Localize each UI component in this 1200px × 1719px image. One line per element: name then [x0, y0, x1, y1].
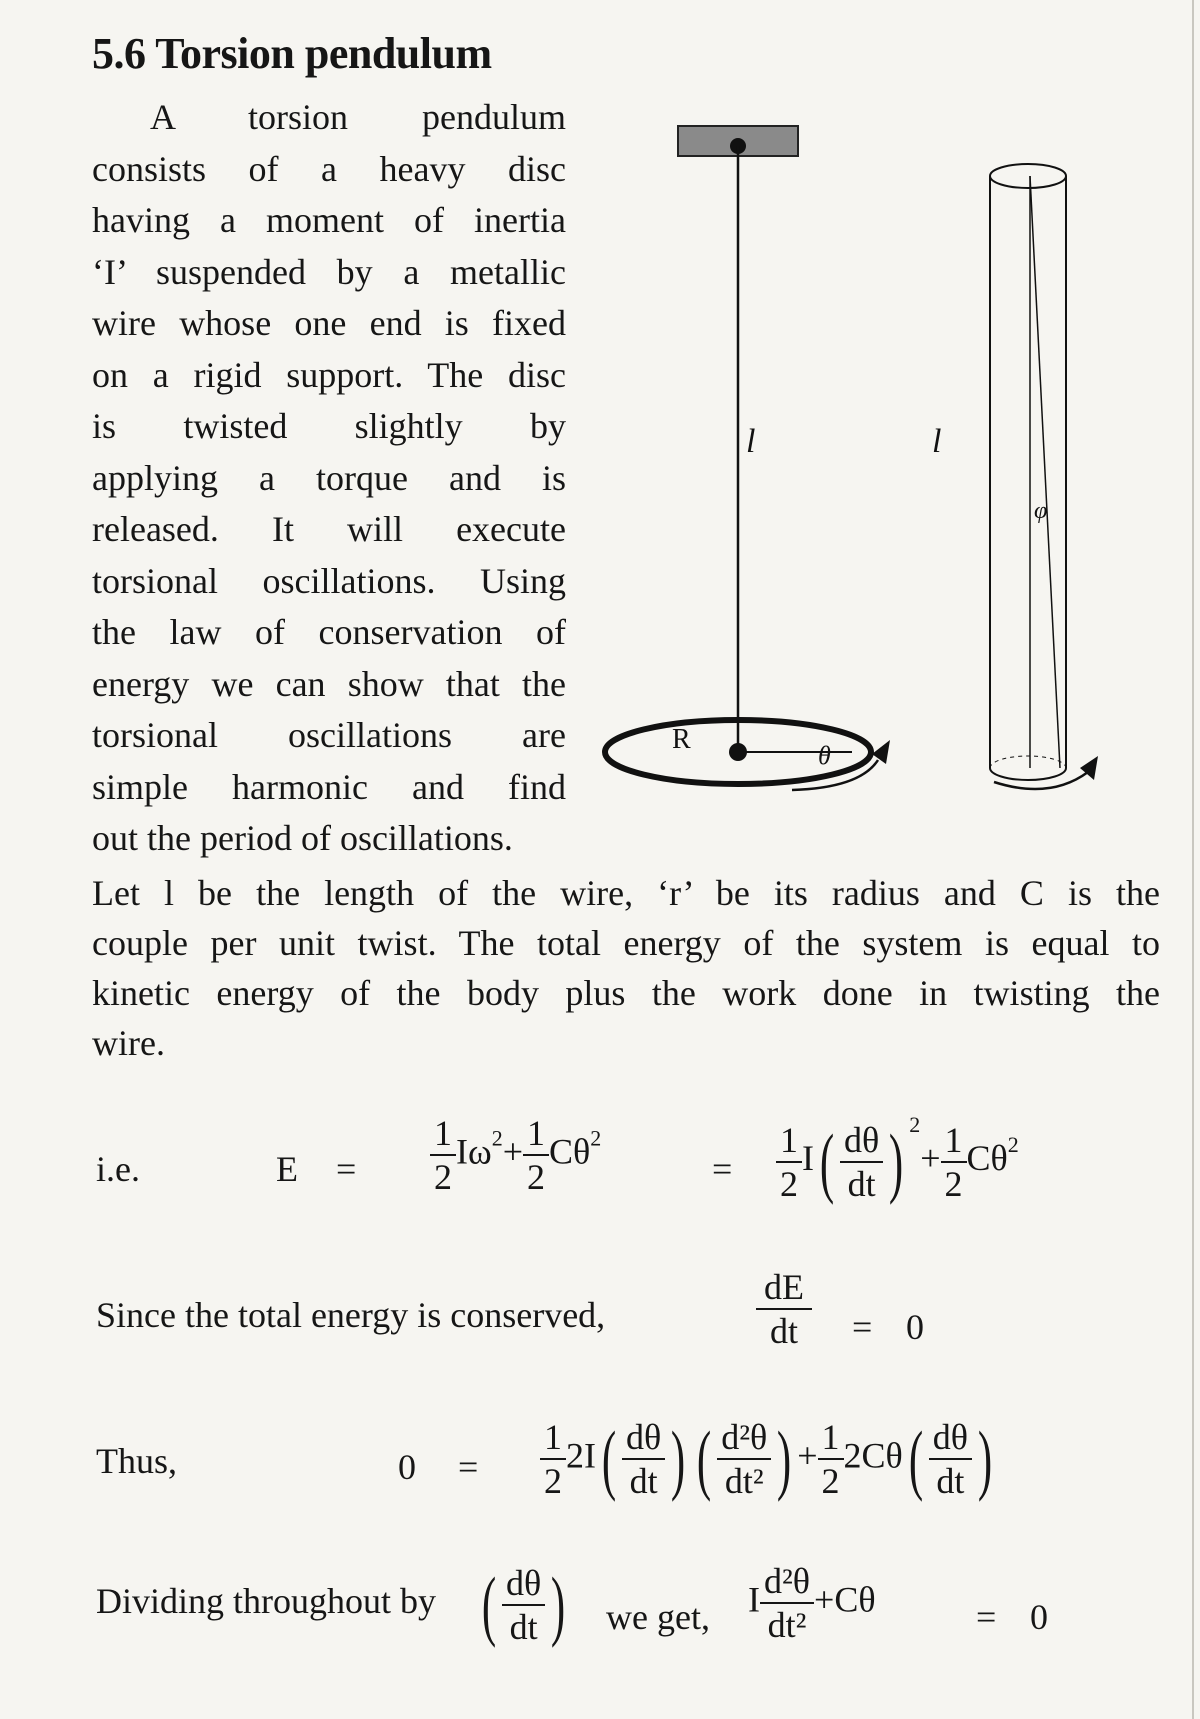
eq1-lhs: E	[276, 1149, 298, 1189]
exponent: 2	[590, 1125, 602, 1151]
eq3-prefix: Thus,	[96, 1441, 177, 1481]
eq1-rhs-2	[776, 1112, 1019, 1207]
d2theta-dt2-fraction	[760, 1560, 814, 1646]
denominator: 2	[544, 1461, 562, 1501]
numerator: 1	[523, 1112, 549, 1156]
intro-line: torsional oscillations. Using	[92, 560, 566, 601]
exponent: 2	[909, 1112, 921, 1137]
radius-label: R	[672, 724, 691, 755]
dtheta-dt-fraction	[622, 1416, 665, 1502]
eq1-prefix: i.e.	[96, 1149, 140, 1189]
denominator: dt	[936, 1461, 965, 1501]
denominator: dt	[509, 1607, 538, 1647]
intro-line: released. It will execute	[92, 509, 566, 549]
eq4-equals: =	[976, 1597, 997, 1637]
close-paren: )	[671, 1415, 686, 1502]
half-fraction	[523, 1112, 549, 1198]
open-paren: (	[697, 1415, 712, 1502]
half-fraction	[776, 1119, 802, 1205]
plus-sign: +	[920, 1138, 941, 1178]
half-fraction	[540, 1416, 566, 1502]
body-line: couple per unit twist. The total energy of the system is equal to	[92, 923, 1160, 963]
dtheta-dt-fraction	[502, 1562, 545, 1648]
close-paren: )	[551, 1561, 566, 1648]
plus-sign: +	[797, 1435, 818, 1476]
denominator: dt²	[724, 1461, 764, 1501]
two-i: 2I	[566, 1435, 596, 1476]
exponent: 2	[1007, 1132, 1019, 1157]
phi-label: φ	[1034, 498, 1048, 524]
eq1-rhs-1	[430, 1112, 601, 1198]
numerator: dE	[756, 1266, 812, 1310]
open-paren: (	[481, 1561, 497, 1648]
open-paren: (	[908, 1415, 923, 1502]
denominator: dt²	[767, 1605, 807, 1645]
two-c-theta: 2Cθ	[843, 1435, 903, 1476]
eq1-equals-2: =	[712, 1149, 733, 1189]
close-paren: )	[889, 1117, 904, 1205]
intro-paragraph	[92, 92, 566, 865]
body-paragraph	[92, 868, 1160, 1068]
half-fraction	[941, 1119, 967, 1205]
eq2-fraction	[756, 1266, 812, 1352]
numerator: dθ	[840, 1119, 883, 1163]
intro-line: out the period of oscillations.	[92, 818, 513, 858]
dtheta-dt-fraction	[929, 1416, 972, 1502]
body-line: kinetic energy of the body plus the work done in twisting the	[92, 973, 1160, 1013]
eq4-divisor	[476, 1560, 571, 1650]
intro-line: having a moment of inertia	[92, 200, 566, 240]
open-paren: (	[819, 1117, 835, 1205]
d2theta-dt2-fraction	[717, 1416, 771, 1502]
denominator: 2	[780, 1163, 798, 1204]
eq4-rhs: 0	[1030, 1597, 1048, 1637]
numerator: 1	[776, 1119, 802, 1163]
eq1-equals: =	[336, 1149, 357, 1189]
wire-length-label-right: l	[932, 423, 942, 460]
page-edge-line	[1192, 0, 1194, 1719]
denominator: 2	[527, 1157, 545, 1197]
twisted-line	[1030, 176, 1060, 768]
numerator: 1	[941, 1119, 967, 1163]
body-line: Let l be the length of the wire, ‘r’ be its radius and C is the	[92, 873, 1160, 913]
wire-length-label-left: l	[746, 423, 756, 460]
denominator: dt	[629, 1461, 658, 1501]
intro-line: torsional oscillations are	[92, 715, 566, 755]
numerator: d²θ	[717, 1416, 771, 1460]
cylinder-bottom-back	[990, 756, 1066, 768]
intro-line: consists of a heavy disc	[92, 148, 566, 189]
numerator: dθ	[929, 1416, 972, 1460]
eq4-result	[748, 1560, 876, 1646]
intro-line: energy we can show that the	[92, 663, 566, 704]
eq3-lhs: 0	[398, 1447, 416, 1487]
eq4-text-2: we get,	[606, 1597, 710, 1637]
denominator: 2	[944, 1163, 963, 1204]
term-ctheta: Cθ	[966, 1138, 1008, 1178]
numerator: 1	[540, 1416, 566, 1460]
close-paren: )	[977, 1415, 993, 1502]
torsion-pendulum-diagram	[560, 100, 1180, 820]
dtheta-dt-fraction	[840, 1119, 883, 1205]
denominator: dt	[769, 1311, 798, 1351]
close-paren: )	[777, 1415, 792, 1502]
intro-line: on a rigid support. The disc	[92, 354, 566, 395]
open-paren: (	[601, 1415, 617, 1502]
moment-symbol: I	[748, 1579, 760, 1620]
intro-line: simple harmonic and find	[92, 766, 566, 807]
theta-label: θ	[818, 741, 831, 770]
numerator: dθ	[502, 1562, 545, 1606]
section-title: 5.6 Torsion pendulum	[92, 29, 492, 78]
intro-line: wire whose one end is fixed	[92, 303, 566, 343]
rotation-arrowhead-disc	[872, 740, 890, 764]
half-fraction	[818, 1416, 844, 1502]
term-iomega: Iω	[456, 1131, 492, 1172]
cylinder-top	[990, 164, 1066, 188]
moment-symbol: I	[802, 1138, 814, 1178]
plus-c-theta: +Cθ	[814, 1579, 876, 1620]
half-fraction	[430, 1112, 456, 1198]
numerator: 1	[430, 1112, 456, 1156]
term-ctheta: Cθ	[549, 1131, 591, 1172]
dE-dt-fraction	[756, 1266, 812, 1352]
denominator: 2	[434, 1157, 452, 1197]
intro-line: is twisted slightly by	[92, 406, 566, 446]
denominator: dt	[847, 1163, 876, 1204]
eq2-rhs: 0	[906, 1307, 924, 1347]
eq3-equals: =	[458, 1447, 479, 1487]
eq2-equals: =	[852, 1307, 873, 1347]
eq2-text: Since the total energy is conserved,	[96, 1295, 606, 1335]
numerator: dθ	[622, 1416, 665, 1460]
denominator: 2	[821, 1461, 840, 1501]
intro-line: the law of conservation of	[92, 612, 566, 652]
intro-line: ‘I’ suspended by a metallic	[92, 251, 566, 292]
numerator: 1	[818, 1416, 844, 1460]
exponent: 2	[491, 1125, 503, 1151]
intro-line: applying a torque and is	[92, 457, 566, 498]
body-line: wire.	[92, 1023, 165, 1063]
eq3-rhs	[540, 1414, 998, 1504]
numerator: d²θ	[760, 1560, 814, 1604]
cylinder-bottom	[990, 768, 1066, 780]
plus-sign: +	[502, 1131, 523, 1172]
rotation-arrow-cylinder	[994, 772, 1088, 789]
intro-line: A torsion pendulum	[150, 97, 566, 137]
eq4-text-1: Dividing throughout by	[96, 1581, 436, 1621]
